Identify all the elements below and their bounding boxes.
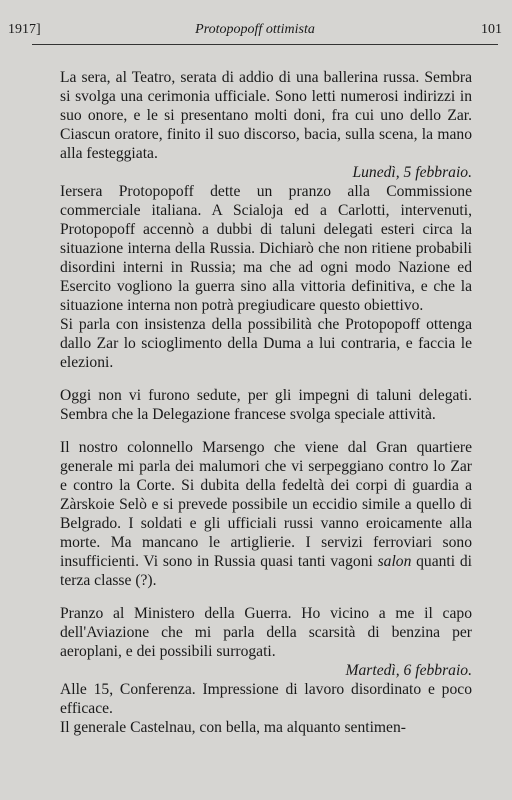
paragraph: La sera, al Teatro, serata di addio di una ballerina russa. Sembra si svolga una cerimonia ufficiale. Sono letti numerosi indirizzi in suo onore, e le si presentano molti doni, fra cui uno dello Zar. Ciascun oratore, finito il suo discorso, bacia, sulla scena, la mano alla festeggiata. xyxy=(60,69,472,162)
page-body xyxy=(60,68,472,737)
running-head xyxy=(8,22,502,44)
dateline: Lunedì, 5 febbraio. xyxy=(352,164,472,181)
header-year: 1917] xyxy=(8,22,41,37)
italic-word: salon xyxy=(377,553,412,570)
header-title: Protopopoff ottimista xyxy=(195,22,315,37)
header-rule xyxy=(32,44,498,45)
paragraph: Il generale Castelnau, con bella, ma alquanto sentimen- xyxy=(60,719,406,736)
paragraph: Si parla con insistenza della possibilità che Protopopoff ottenga dallo Zar lo scioglimento della Duma a lui contraria, e faccia le elezioni. xyxy=(60,316,472,371)
paragraph: Oggi non vi furono sedute, per gli impegni di taluni delegati. Sembra che la Delegazione francese svolga speciale attività. xyxy=(60,387,472,423)
page-number: 101 xyxy=(481,22,502,37)
paragraph-text: Il nostro colonnello Marsengo che viene dal Gran quartiere generale mi parla dei malumori che vi serpeggiano contro lo Zar e contro la Corte. Si dubita della fedeltà dei corpi di guardia a Zàrskoie Selò e si prevede possibile un eccidio simile a quello di Belgrado. I soldati e gli ufficiali russi vanno eroicamente alla morte. Ma mancano le artiglierie. I servizi ferroviari sono insufficienti. Vi sono in Russia quasi tanti vagoni xyxy=(60,439,472,570)
paragraph: Pranzo al Ministero della Guerra. Ho vicino a me il capo dell'Aviazione che mi parla della scarsità di benzina per aeroplani, e dei possibili surrogati. xyxy=(60,605,472,660)
paragraph-text: quanti di terza classe (?). xyxy=(60,553,472,589)
paragraph xyxy=(60,438,472,590)
dateline: Martedì, 6 febbraio. xyxy=(345,662,472,679)
paragraph: Iersera Protopopoff dette un pranzo alla Commissione commerciale italiana. A Scialoja ed a Carlotti, intervenuti, Protopopoff accennò a dubbi di taluni delegati esteri circa la situazione interna della Russia. Dichiarò che non ritiene probabili disordini interni in Russia; ma che ad ogni modo Nazione ed Esercito vogliono la guerra sino alla vittoria definitiva, e che la situazione interna non potrà pregiudicare questo obiettivo. xyxy=(60,183,472,314)
paragraph: Alle 15, Conferenza. Impressione di lavoro disordinato e poco efficace. xyxy=(60,681,472,717)
